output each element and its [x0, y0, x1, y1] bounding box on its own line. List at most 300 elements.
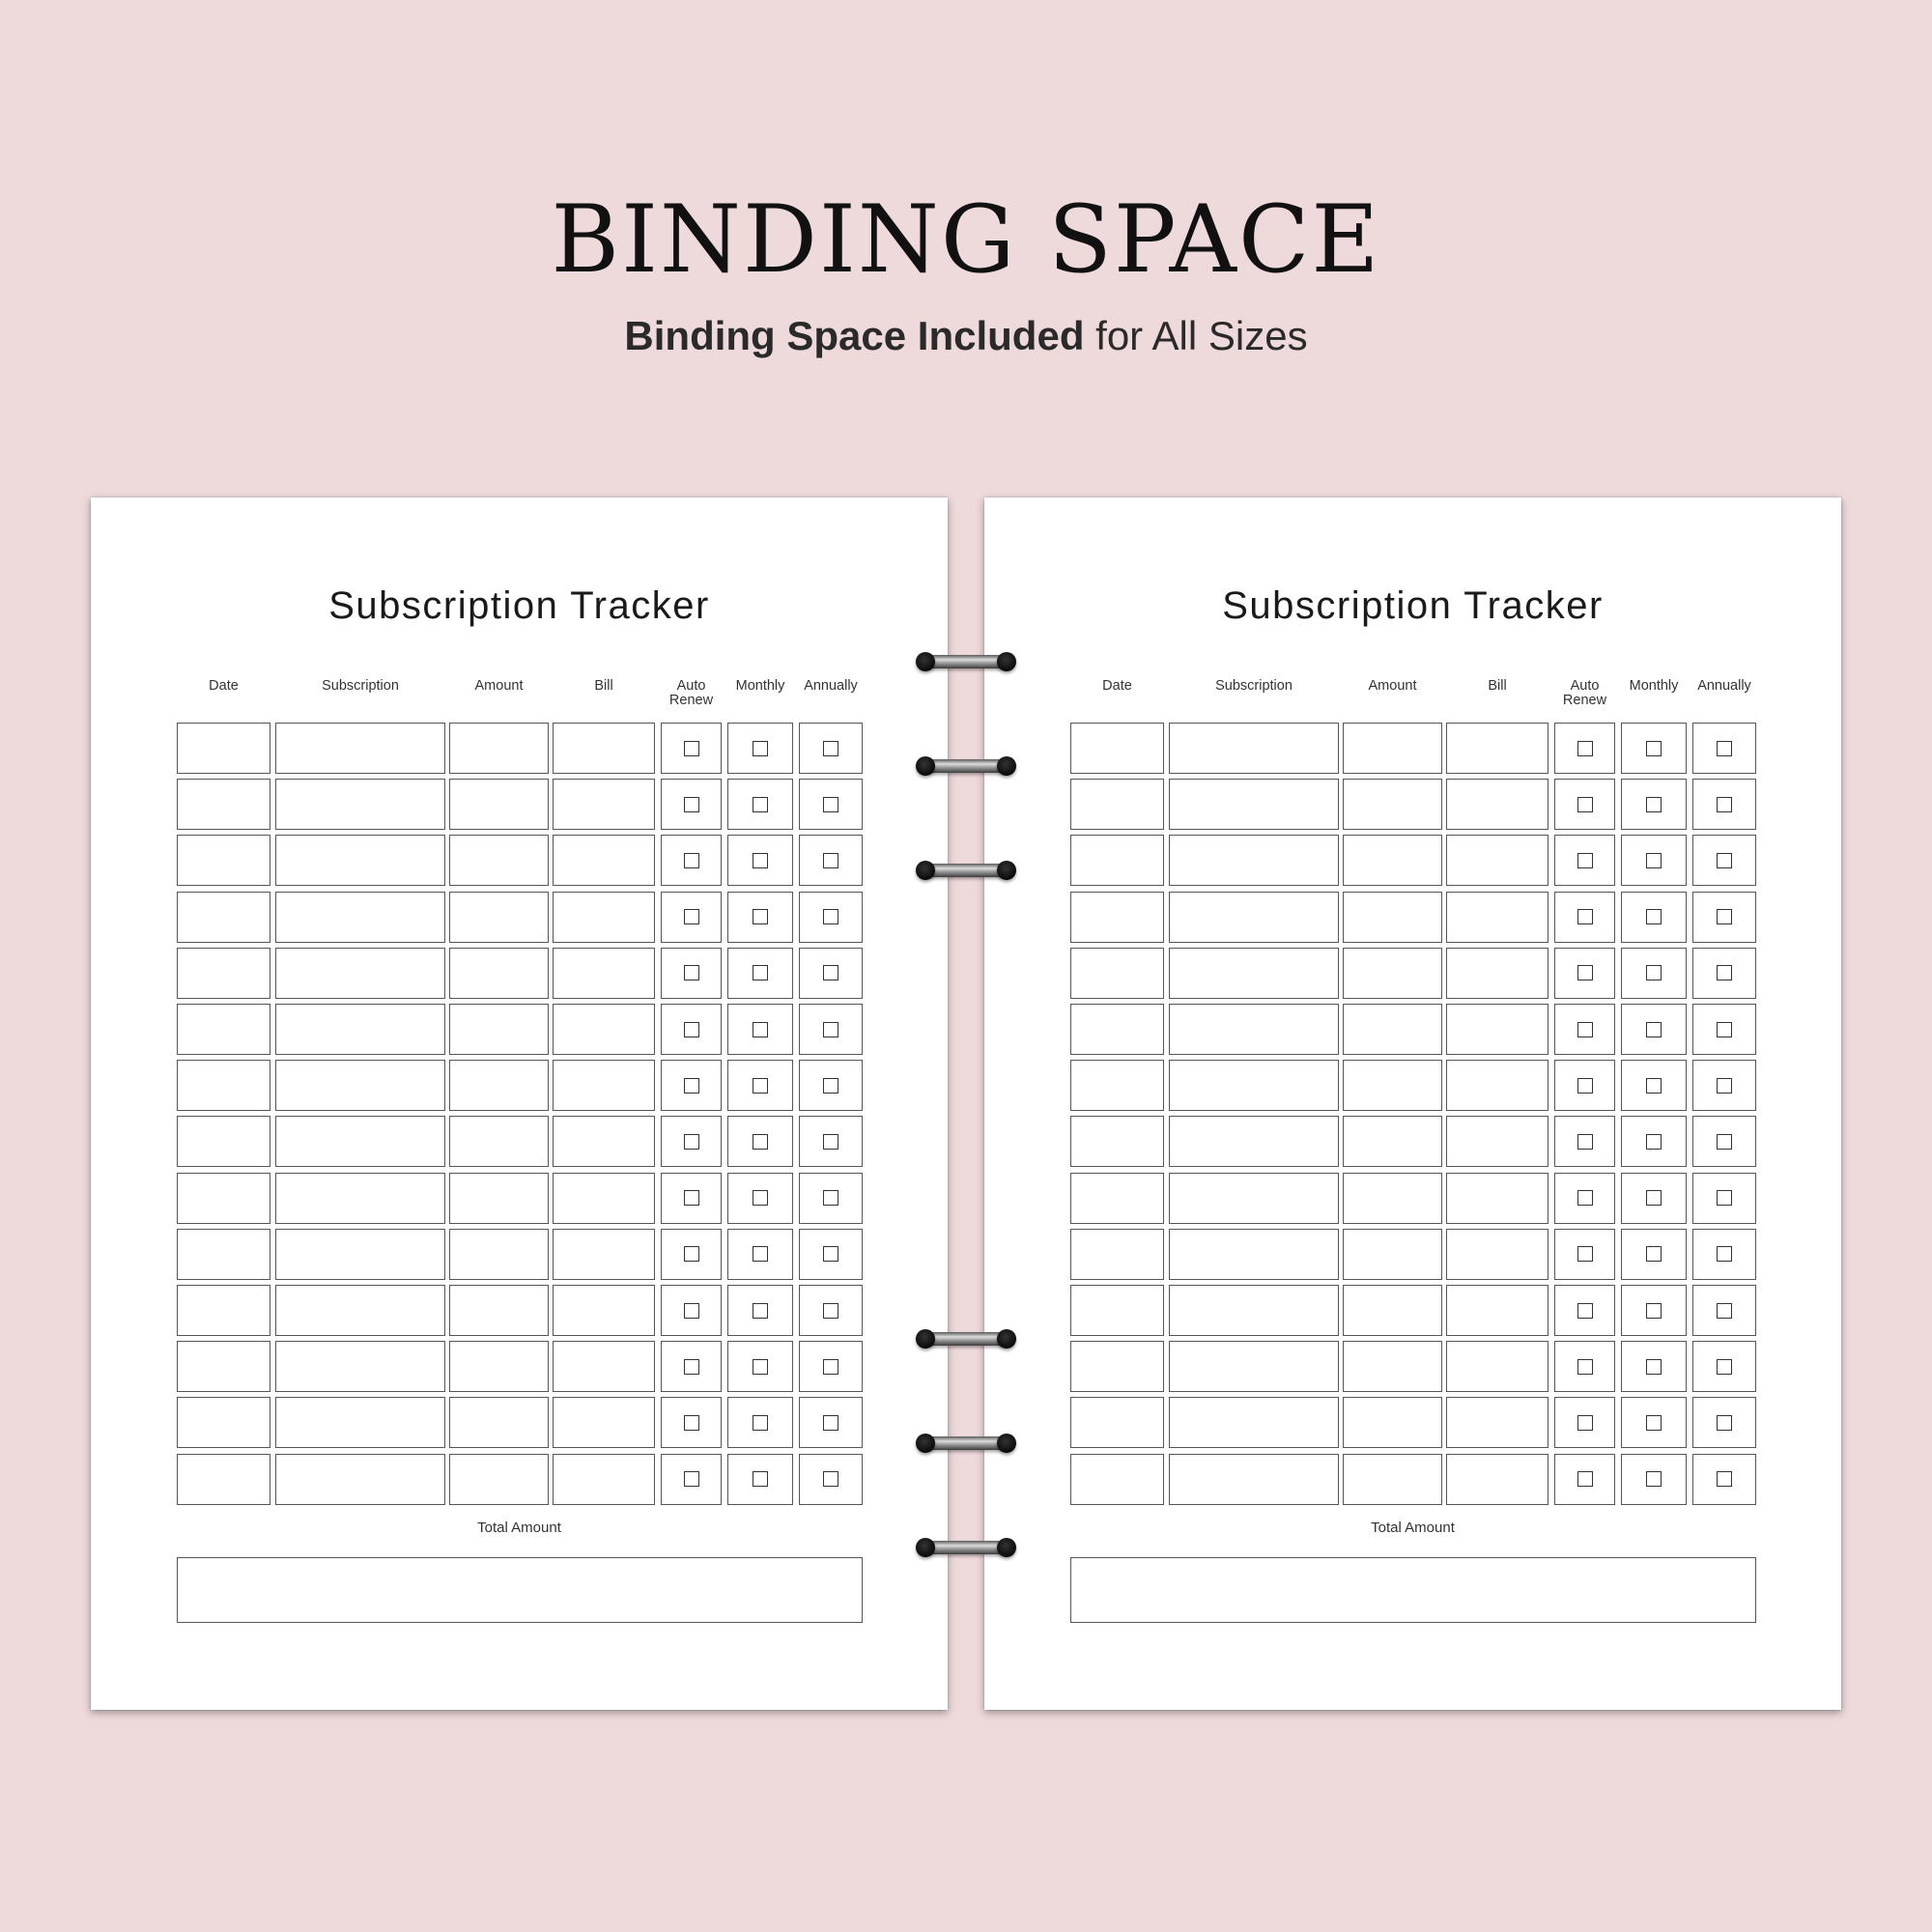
- checkbox[interactable]: [823, 1359, 838, 1375]
- checkbox-cell-annually[interactable]: [1692, 948, 1756, 999]
- input-cell-date[interactable]: [177, 1229, 270, 1280]
- checkbox[interactable]: [684, 965, 699, 980]
- checkbox-cell-auto-renew[interactable]: [661, 948, 722, 999]
- checkbox-cell-monthly[interactable]: [727, 1116, 793, 1167]
- checkbox[interactable]: [823, 909, 838, 924]
- input-cell-date[interactable]: [1070, 1285, 1164, 1336]
- checkbox-cell-monthly[interactable]: [727, 1285, 793, 1336]
- input-cell-amount[interactable]: [449, 1060, 549, 1111]
- input-cell-date[interactable]: [1070, 1116, 1164, 1167]
- checkbox[interactable]: [1646, 1246, 1662, 1262]
- input-cell-bill[interactable]: [553, 779, 655, 830]
- checkbox[interactable]: [1646, 909, 1662, 924]
- input-cell-amount[interactable]: [449, 1341, 549, 1392]
- checkbox[interactable]: [753, 797, 768, 812]
- input-cell-subscription[interactable]: [1169, 779, 1339, 830]
- checkbox[interactable]: [684, 1303, 699, 1319]
- checkbox-cell-monthly[interactable]: [727, 1004, 793, 1055]
- ring-bar: [925, 864, 1007, 877]
- input-cell-date[interactable]: [1070, 1173, 1164, 1224]
- input-cell-date[interactable]: [177, 1004, 270, 1055]
- checkbox[interactable]: [1577, 965, 1593, 980]
- checkbox[interactable]: [1577, 1246, 1593, 1262]
- checkbox[interactable]: [823, 1246, 838, 1262]
- input-cell-subscription[interactable]: [1169, 1060, 1339, 1111]
- checkbox-cell-monthly[interactable]: [1621, 1004, 1687, 1055]
- checkbox-cell-monthly[interactable]: [727, 723, 793, 774]
- ring-hole-left: [916, 652, 935, 671]
- checkbox-cell-annually[interactable]: [799, 892, 863, 943]
- checkbox[interactable]: [1577, 1415, 1593, 1431]
- checkbox-cell-auto-renew[interactable]: [661, 723, 722, 774]
- input-cell-bill[interactable]: [553, 892, 655, 943]
- checkbox[interactable]: [823, 1471, 838, 1487]
- checkbox[interactable]: [1577, 853, 1593, 868]
- input-cell-bill[interactable]: [1446, 1229, 1548, 1280]
- checkbox-cell-auto-renew[interactable]: [1554, 1004, 1615, 1055]
- checkbox[interactable]: [1717, 1415, 1732, 1431]
- input-cell-subscription[interactable]: [275, 1454, 445, 1505]
- checkbox[interactable]: [753, 1190, 768, 1206]
- input-cell-amount[interactable]: [449, 1173, 549, 1224]
- checkbox[interactable]: [684, 1471, 699, 1487]
- input-cell-amount[interactable]: [449, 723, 549, 774]
- input-cell-subscription[interactable]: [275, 1229, 445, 1280]
- checkbox[interactable]: [1717, 1471, 1732, 1487]
- checkbox-cell-monthly[interactable]: [1621, 1454, 1687, 1505]
- checkbox-cell-monthly[interactable]: [727, 948, 793, 999]
- checkbox[interactable]: [753, 909, 768, 924]
- column-header-monthly: Monthly: [735, 678, 785, 694]
- input-cell-subscription[interactable]: [275, 948, 445, 999]
- input-cell-bill[interactable]: [1446, 948, 1548, 999]
- checkbox[interactable]: [684, 741, 699, 756]
- ring-hole-right: [997, 652, 1016, 671]
- checkbox-cell-monthly[interactable]: [727, 1454, 793, 1505]
- checkbox-cell-auto-renew[interactable]: [661, 1285, 722, 1336]
- checkbox[interactable]: [1717, 1359, 1732, 1375]
- input-cell-subscription[interactable]: [1169, 1229, 1339, 1280]
- checkbox[interactable]: [684, 1246, 699, 1262]
- input-cell-amount[interactable]: [449, 1454, 549, 1505]
- input-cell-date[interactable]: [177, 948, 270, 999]
- input-cell-subscription[interactable]: [1169, 1173, 1339, 1224]
- checkbox-cell-auto-renew[interactable]: [1554, 1454, 1615, 1505]
- checkbox-cell-annually[interactable]: [1692, 1116, 1756, 1167]
- checkbox[interactable]: [684, 909, 699, 924]
- planner-page-right: [984, 497, 1841, 1710]
- checkbox-cell-annually[interactable]: [1692, 1229, 1756, 1280]
- checkbox[interactable]: [1646, 1471, 1662, 1487]
- checkbox-cell-auto-renew[interactable]: [661, 1060, 722, 1111]
- input-cell-subscription[interactable]: [275, 1004, 445, 1055]
- input-cell-subscription[interactable]: [1169, 1454, 1339, 1505]
- checkbox[interactable]: [1577, 1078, 1593, 1094]
- input-cell-amount[interactable]: [449, 1229, 549, 1280]
- checkbox[interactable]: [753, 1022, 768, 1037]
- input-cell-subscription[interactable]: [1169, 948, 1339, 999]
- input-cell-bill[interactable]: [553, 1454, 655, 1505]
- checkbox-cell-auto-renew[interactable]: [661, 835, 722, 886]
- checkbox[interactable]: [1577, 741, 1593, 756]
- checkbox[interactable]: [1577, 1134, 1593, 1150]
- checkbox[interactable]: [753, 1415, 768, 1431]
- checkbox-cell-auto-renew[interactable]: [1554, 892, 1615, 943]
- ring-hole-right: [997, 1538, 1016, 1557]
- checkbox-cell-annually[interactable]: [1692, 779, 1756, 830]
- input-cell-amount[interactable]: [1343, 1060, 1442, 1111]
- checkbox-cell-auto-renew[interactable]: [661, 779, 722, 830]
- checkbox[interactable]: [823, 1134, 838, 1150]
- input-cell-date[interactable]: [177, 835, 270, 886]
- checkbox[interactable]: [823, 965, 838, 980]
- checkbox-cell-annually[interactable]: [1692, 1341, 1756, 1392]
- checkbox-cell-monthly[interactable]: [1621, 1060, 1687, 1111]
- checkbox-cell-auto-renew[interactable]: [1554, 723, 1615, 774]
- input-cell-amount[interactable]: [449, 892, 549, 943]
- input-cell-subscription[interactable]: [275, 1116, 445, 1167]
- input-cell-bill[interactable]: [553, 1060, 655, 1111]
- checkbox[interactable]: [753, 1303, 768, 1319]
- checkbox-cell-monthly[interactable]: [727, 892, 793, 943]
- checkbox-cell-monthly[interactable]: [1621, 892, 1687, 943]
- checkbox-cell-auto-renew[interactable]: [1554, 779, 1615, 830]
- input-cell-amount[interactable]: [1343, 1397, 1442, 1448]
- input-cell-subscription[interactable]: [1169, 892, 1339, 943]
- checkbox-cell-annually[interactable]: [799, 1454, 863, 1505]
- input-cell-amount[interactable]: [1343, 1116, 1442, 1167]
- input-cell-amount[interactable]: [449, 1116, 549, 1167]
- checkbox[interactable]: [753, 1471, 768, 1487]
- checkbox[interactable]: [753, 853, 768, 868]
- input-cell-amount[interactable]: [1343, 1454, 1442, 1505]
- checkbox-cell-annually[interactable]: [1692, 1004, 1756, 1055]
- checkbox-cell-annually[interactable]: [1692, 1060, 1756, 1111]
- checkbox-cell-annually[interactable]: [799, 1229, 863, 1280]
- checkbox-cell-monthly[interactable]: [727, 835, 793, 886]
- input-cell-amount[interactable]: [449, 1285, 549, 1336]
- checkbox-cell-annually[interactable]: [799, 1060, 863, 1111]
- input-cell-amount[interactable]: [1343, 892, 1442, 943]
- checkbox-cell-annually[interactable]: [799, 779, 863, 830]
- input-cell-subscription[interactable]: [1169, 1285, 1339, 1336]
- input-cell-amount[interactable]: [1343, 1173, 1442, 1224]
- checkbox-cell-auto-renew[interactable]: [1554, 835, 1615, 886]
- checkbox-cell-annually[interactable]: [799, 1341, 863, 1392]
- input-cell-amount[interactable]: [449, 779, 549, 830]
- checkbox-cell-monthly[interactable]: [1621, 1285, 1687, 1336]
- input-cell-amount[interactable]: [1343, 1285, 1442, 1336]
- checkbox[interactable]: [753, 1359, 768, 1375]
- checkbox[interactable]: [1577, 1359, 1593, 1375]
- checkbox-cell-auto-renew[interactable]: [1554, 1229, 1615, 1280]
- checkbox-cell-auto-renew[interactable]: [661, 1454, 722, 1505]
- checkbox-cell-annually[interactable]: [799, 1116, 863, 1167]
- input-cell-bill[interactable]: [553, 723, 655, 774]
- checkbox-cell-annually[interactable]: [1692, 892, 1756, 943]
- checkbox[interactable]: [1646, 797, 1662, 812]
- checkbox[interactable]: [1717, 965, 1732, 980]
- input-cell-date[interactable]: [1070, 1004, 1164, 1055]
- input-cell-bill[interactable]: [553, 835, 655, 886]
- input-cell-subscription[interactable]: [1169, 1341, 1339, 1392]
- checkbox[interactable]: [684, 1415, 699, 1431]
- checkbox[interactable]: [1577, 1190, 1593, 1206]
- checkbox-cell-auto-renew[interactable]: [661, 1341, 722, 1392]
- checkbox-cell-monthly[interactable]: [727, 1397, 793, 1448]
- checkbox-cell-annually[interactable]: [1692, 1173, 1756, 1224]
- checkbox[interactable]: [684, 1022, 699, 1037]
- checkbox-cell-auto-renew[interactable]: [1554, 1341, 1615, 1392]
- input-cell-subscription[interactable]: [275, 779, 445, 830]
- input-cell-amount[interactable]: [449, 835, 549, 886]
- total-amount-label: Total Amount: [477, 1520, 561, 1536]
- checkbox[interactable]: [684, 797, 699, 812]
- checkbox[interactable]: [1717, 741, 1732, 756]
- checkbox-cell-auto-renew[interactable]: [1554, 1173, 1615, 1224]
- input-cell-date[interactable]: [177, 1173, 270, 1224]
- checkbox[interactable]: [823, 1190, 838, 1206]
- checkbox[interactable]: [1577, 1303, 1593, 1319]
- input-cell-bill[interactable]: [553, 1004, 655, 1055]
- input-cell-amount[interactable]: [449, 1004, 549, 1055]
- checkbox[interactable]: [823, 853, 838, 868]
- checkbox-cell-monthly[interactable]: [1621, 1116, 1687, 1167]
- checkbox-cell-annually[interactable]: [1692, 1285, 1756, 1336]
- input-cell-bill[interactable]: [1446, 835, 1548, 886]
- input-cell-date[interactable]: [1070, 779, 1164, 830]
- checkbox[interactable]: [1646, 1415, 1662, 1431]
- input-cell-bill[interactable]: [553, 1116, 655, 1167]
- input-cell-bill[interactable]: [553, 1341, 655, 1392]
- input-cell-date[interactable]: [177, 1341, 270, 1392]
- checkbox-cell-monthly[interactable]: [727, 1060, 793, 1111]
- checkbox-cell-auto-renew[interactable]: [1554, 948, 1615, 999]
- checkbox[interactable]: [823, 1303, 838, 1319]
- binding-ring: [916, 1538, 1016, 1557]
- input-cell-bill[interactable]: [1446, 892, 1548, 943]
- input-cell-bill[interactable]: [553, 1285, 655, 1336]
- checkbox-cell-auto-renew[interactable]: [1554, 1116, 1615, 1167]
- checkbox-cell-monthly[interactable]: [727, 1173, 793, 1224]
- checkbox-cell-auto-renew[interactable]: [661, 1173, 722, 1224]
- checkbox[interactable]: [753, 965, 768, 980]
- input-cell-date[interactable]: [1070, 1060, 1164, 1111]
- checkbox-cell-auto-renew[interactable]: [661, 1397, 722, 1448]
- ring-hole-right: [997, 861, 1016, 880]
- checkbox-cell-monthly[interactable]: [1621, 1173, 1687, 1224]
- checkbox-cell-monthly[interactable]: [1621, 1397, 1687, 1448]
- checkbox-cell-auto-renew[interactable]: [1554, 1285, 1615, 1336]
- checkbox-cell-monthly[interactable]: [1621, 1229, 1687, 1280]
- input-cell-bill[interactable]: [1446, 779, 1548, 830]
- checkbox[interactable]: [1717, 1022, 1732, 1037]
- checkbox[interactable]: [1646, 1190, 1662, 1206]
- column-header-auto-renew: Auto Renew: [668, 678, 714, 708]
- total-amount-field[interactable]: [177, 1557, 863, 1623]
- checkbox[interactable]: [753, 1134, 768, 1150]
- input-cell-subscription[interactable]: [1169, 835, 1339, 886]
- checkbox[interactable]: [1717, 1134, 1732, 1150]
- checkbox[interactable]: [823, 1415, 838, 1431]
- checkbox-cell-auto-renew[interactable]: [661, 1004, 722, 1055]
- input-cell-subscription[interactable]: [1169, 1397, 1339, 1448]
- input-cell-bill[interactable]: [553, 948, 655, 999]
- input-cell-bill[interactable]: [1446, 1341, 1548, 1392]
- input-cell-amount[interactable]: [1343, 779, 1442, 830]
- checkbox-cell-monthly[interactable]: [1621, 723, 1687, 774]
- checkbox[interactable]: [684, 1359, 699, 1375]
- checkbox[interactable]: [1717, 909, 1732, 924]
- checkbox-cell-annually[interactable]: [1692, 1454, 1756, 1505]
- input-cell-date[interactable]: [177, 1285, 270, 1336]
- checkbox-cell-monthly[interactable]: [1621, 948, 1687, 999]
- checkbox-cell-annually[interactable]: [799, 1004, 863, 1055]
- input-cell-date[interactable]: [1070, 1229, 1164, 1280]
- column-header-date: Date: [1102, 678, 1132, 694]
- checkbox-cell-monthly[interactable]: [1621, 779, 1687, 830]
- checkbox-cell-monthly[interactable]: [727, 1341, 793, 1392]
- input-cell-amount[interactable]: [449, 1397, 549, 1448]
- column-header-monthly: Monthly: [1629, 678, 1679, 694]
- checkbox-cell-annually[interactable]: [799, 948, 863, 999]
- checkbox-cell-annually[interactable]: [799, 1173, 863, 1224]
- total-amount-field[interactable]: [1070, 1557, 1756, 1623]
- input-cell-subscription[interactable]: [275, 1060, 445, 1111]
- input-cell-bill[interactable]: [1446, 1173, 1548, 1224]
- input-cell-amount[interactable]: [1343, 723, 1442, 774]
- input-cell-date[interactable]: [1070, 948, 1164, 999]
- checkbox[interactable]: [1577, 797, 1593, 812]
- checkbox[interactable]: [684, 1134, 699, 1150]
- checkbox[interactable]: [1717, 1246, 1732, 1262]
- ring-hole-left: [916, 1538, 935, 1557]
- checkbox-cell-annually[interactable]: [799, 723, 863, 774]
- checkbox[interactable]: [1717, 853, 1732, 868]
- input-cell-amount[interactable]: [1343, 948, 1442, 999]
- checkbox[interactable]: [684, 853, 699, 868]
- checkbox[interactable]: [1577, 909, 1593, 924]
- input-cell-subscription[interactable]: [1169, 723, 1339, 774]
- input-cell-subscription[interactable]: [275, 1285, 445, 1336]
- input-cell-amount[interactable]: [449, 948, 549, 999]
- input-cell-date[interactable]: [177, 1397, 270, 1448]
- input-cell-amount[interactable]: [1343, 1341, 1442, 1392]
- checkbox[interactable]: [823, 1078, 838, 1094]
- checkbox-cell-auto-renew[interactable]: [661, 1116, 722, 1167]
- checkbox-cell-auto-renew[interactable]: [1554, 1060, 1615, 1111]
- input-cell-bill[interactable]: [1446, 1004, 1548, 1055]
- input-cell-bill[interactable]: [1446, 1397, 1548, 1448]
- input-cell-bill[interactable]: [1446, 1060, 1548, 1111]
- checkbox[interactable]: [753, 1078, 768, 1094]
- input-cell-subscription[interactable]: [1169, 1116, 1339, 1167]
- checkbox[interactable]: [684, 1190, 699, 1206]
- checkbox[interactable]: [1717, 1190, 1732, 1206]
- input-cell-subscription[interactable]: [275, 1173, 445, 1224]
- checkbox[interactable]: [823, 1022, 838, 1037]
- input-cell-bill[interactable]: [1446, 1454, 1548, 1505]
- checkbox-cell-annually[interactable]: [1692, 835, 1756, 886]
- checkbox-cell-annually[interactable]: [799, 1397, 863, 1448]
- input-cell-amount[interactable]: [1343, 1229, 1442, 1280]
- input-cell-subscription[interactable]: [275, 723, 445, 774]
- input-cell-bill[interactable]: [1446, 723, 1548, 774]
- checkbox-cell-annually[interactable]: [799, 835, 863, 886]
- binding-ring: [916, 1434, 1016, 1453]
- input-cell-date[interactable]: [1070, 892, 1164, 943]
- checkbox[interactable]: [684, 1078, 699, 1094]
- checkbox[interactable]: [1577, 1022, 1593, 1037]
- input-cell-amount[interactable]: [1343, 835, 1442, 886]
- checkbox-cell-annually[interactable]: [799, 1285, 863, 1336]
- checkbox-cell-monthly[interactable]: [727, 1229, 793, 1280]
- input-cell-date[interactable]: [177, 892, 270, 943]
- input-cell-subscription[interactable]: [275, 835, 445, 886]
- checkbox[interactable]: [1646, 1022, 1662, 1037]
- checkbox[interactable]: [1646, 741, 1662, 756]
- checkbox[interactable]: [1646, 965, 1662, 980]
- checkbox[interactable]: [1577, 1471, 1593, 1487]
- checkbox[interactable]: [823, 741, 838, 756]
- input-cell-amount[interactable]: [1343, 1004, 1442, 1055]
- input-cell-bill[interactable]: [553, 1173, 655, 1224]
- checkbox-cell-auto-renew[interactable]: [1554, 1397, 1615, 1448]
- column-header-amount: Amount: [474, 678, 524, 694]
- input-cell-date[interactable]: [1070, 1397, 1164, 1448]
- input-cell-bill[interactable]: [553, 1397, 655, 1448]
- input-cell-date[interactable]: [1070, 835, 1164, 886]
- input-cell-date[interactable]: [1070, 1341, 1164, 1392]
- input-cell-bill[interactable]: [1446, 1285, 1548, 1336]
- input-cell-bill[interactable]: [1446, 1116, 1548, 1167]
- binding-ring: [916, 861, 1016, 880]
- checkbox[interactable]: [1717, 1303, 1732, 1319]
- input-cell-date[interactable]: [177, 1116, 270, 1167]
- checkbox-cell-monthly[interactable]: [727, 779, 793, 830]
- ring-bar: [925, 1541, 1007, 1554]
- ring-hole-right: [997, 1434, 1016, 1453]
- checkbox[interactable]: [823, 797, 838, 812]
- input-cell-subscription[interactable]: [275, 1397, 445, 1448]
- input-cell-date[interactable]: [177, 1454, 270, 1505]
- checkbox[interactable]: [753, 741, 768, 756]
- checkbox[interactable]: [1717, 1078, 1732, 1094]
- input-cell-date[interactable]: [1070, 1454, 1164, 1505]
- checkbox[interactable]: [753, 1246, 768, 1262]
- checkbox[interactable]: [1646, 1359, 1662, 1375]
- checkbox[interactable]: [1646, 853, 1662, 868]
- checkbox[interactable]: [1717, 797, 1732, 812]
- input-cell-date[interactable]: [177, 1060, 270, 1111]
- checkbox-cell-auto-renew[interactable]: [661, 892, 722, 943]
- input-cell-date[interactable]: [1070, 723, 1164, 774]
- checkbox-cell-monthly[interactable]: [1621, 1341, 1687, 1392]
- input-cell-subscription[interactable]: [1169, 1004, 1339, 1055]
- input-cell-date[interactable]: [177, 723, 270, 774]
- input-cell-subscription[interactable]: [275, 1341, 445, 1392]
- checkbox[interactable]: [1646, 1078, 1662, 1094]
- checkbox-cell-auto-renew[interactable]: [661, 1229, 722, 1280]
- checkbox-cell-annually[interactable]: [1692, 723, 1756, 774]
- checkbox-cell-annually[interactable]: [1692, 1397, 1756, 1448]
- checkbox[interactable]: [1646, 1303, 1662, 1319]
- checkbox-cell-monthly[interactable]: [1621, 835, 1687, 886]
- checkbox[interactable]: [1646, 1134, 1662, 1150]
- input-cell-subscription[interactable]: [275, 892, 445, 943]
- input-cell-date[interactable]: [177, 779, 270, 830]
- input-cell-bill[interactable]: [553, 1229, 655, 1280]
